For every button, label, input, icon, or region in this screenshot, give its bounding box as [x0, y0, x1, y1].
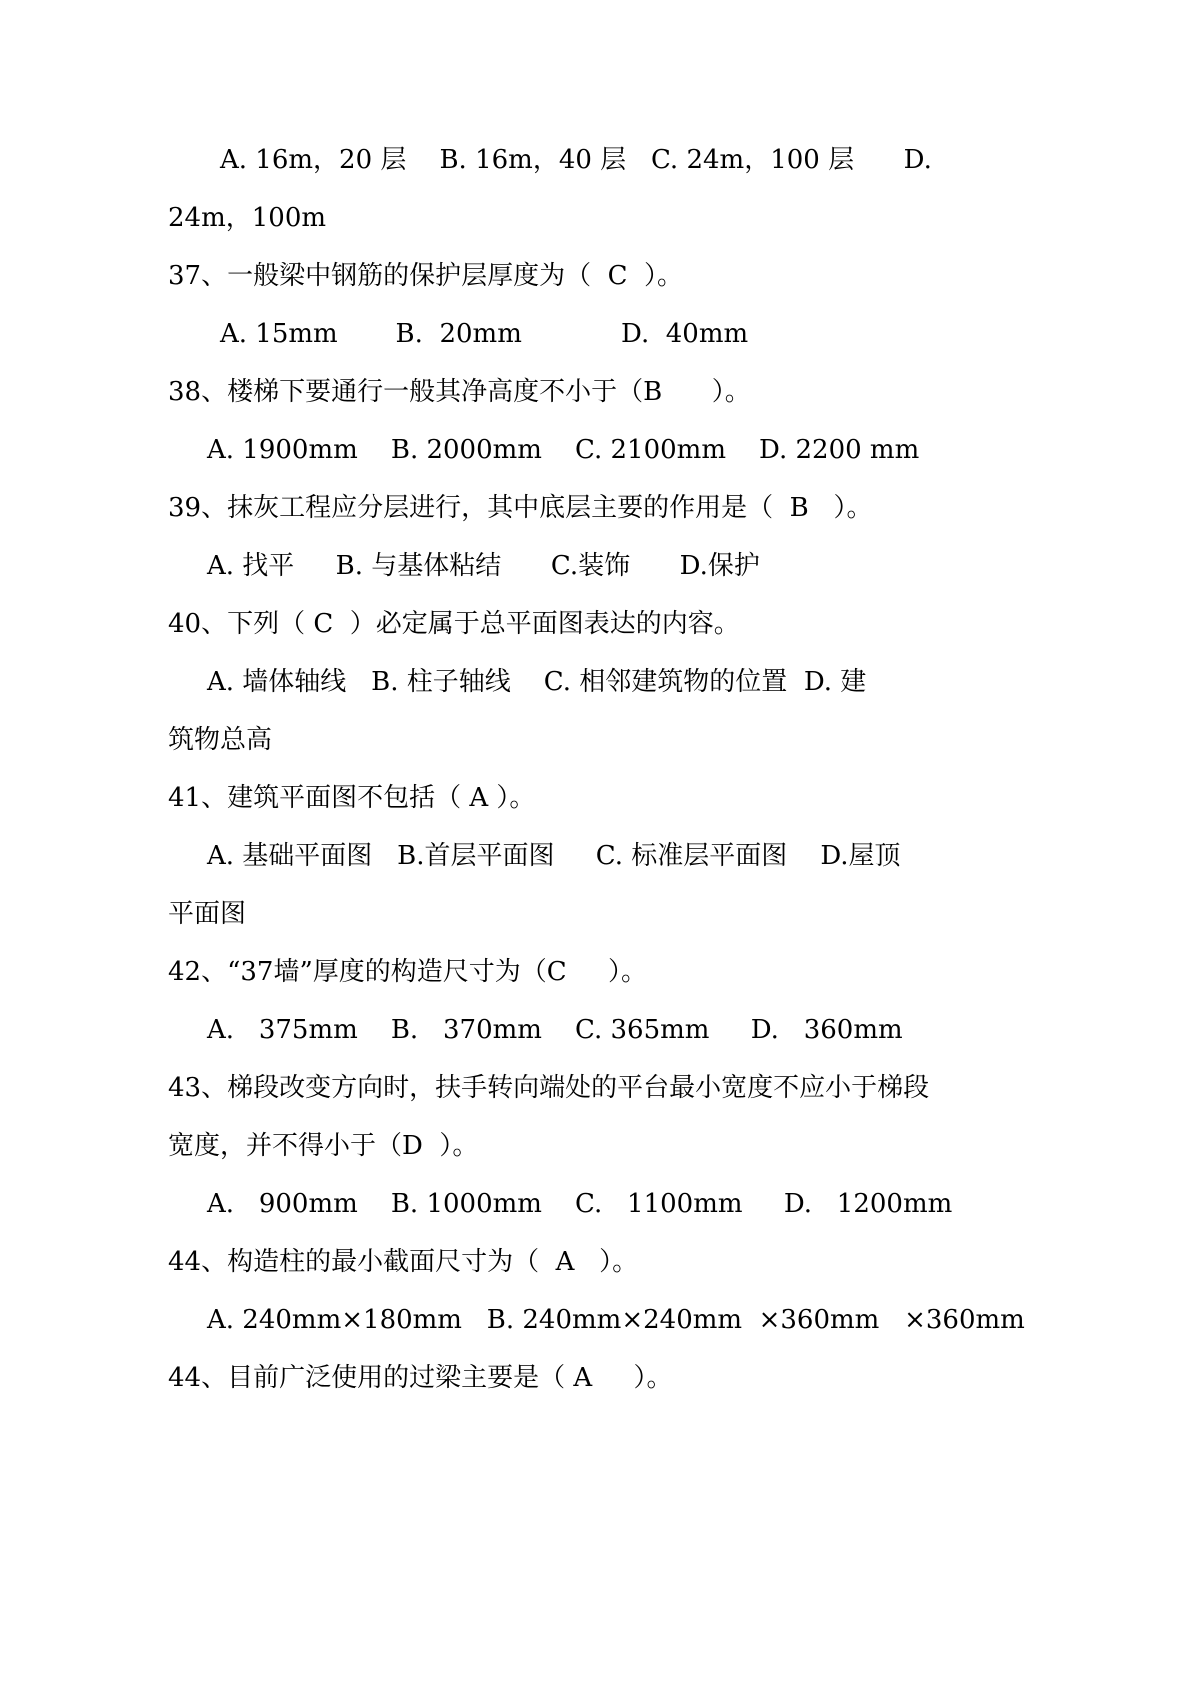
- q40-options-continuation: 筑物总高: [168, 725, 273, 755]
- question-42: 42、“37墙”厚度的构造尺寸为（C ）。: [168, 957, 647, 987]
- q41-options-continuation: 平面图: [168, 899, 247, 929]
- q39-options: A. 找平 B. 与基体粘结 C.装饰 D.保护: [207, 551, 760, 581]
- q43-options: A. 900mm B. 1000mm C. 1100mm D. 1200mm: [207, 1189, 953, 1219]
- question-43-continuation: 宽度，并不得小于（D ）。: [168, 1131, 479, 1161]
- q44-options: A. 240mm×180mm B. 240mm×240mm ×360mm ×360mm: [207, 1305, 1025, 1335]
- q36-options-line: A. 16m，20 层 B. 16m，40 层 C. 24m，100 层 D.: [220, 145, 932, 175]
- question-40: 40、下列（ C ）必定属于总平面图表达的内容。: [168, 609, 740, 639]
- question-37: 37、一般梁中钢筋的保护层厚度为（ C ）。: [168, 261, 684, 291]
- q37-options: A. 15mm B. 20mm D. 40mm: [220, 319, 749, 349]
- question-39: 39、抹灰工程应分层进行，其中底层主要的作用是（ B ）。: [168, 493, 873, 523]
- q41-options: A. 基础平面图 B.首层平面图 C. 标准层平面图 D.屋顶: [207, 841, 901, 871]
- q38-options: A. 1900mm B. 2000mm C. 2100mm D. 2200 mm: [207, 435, 920, 465]
- q42-options: A. 375mm B. 370mm C. 365mm D. 360mm: [207, 1015, 903, 1045]
- question-44: 44、构造柱的最小截面尺寸为（ A ）。: [168, 1247, 639, 1277]
- question-41: 41、建筑平面图不包括（ A ）。: [168, 783, 536, 813]
- question-38: 38、楼梯下要通行一般其净高度不小于（B ）。: [168, 377, 751, 407]
- q36-options-continuation: 24m，100m: [168, 203, 327, 233]
- question-43: 43、梯段改变方向时，扶手转向端处的平台最小宽度不应小于梯段: [168, 1073, 930, 1103]
- question-44b: 44、目前广泛使用的过梁主要是（ A ）。: [168, 1363, 673, 1393]
- q40-options: A. 墙体轴线 B. 柱子轴线 C. 相邻建筑物的位置 D. 建: [207, 667, 867, 697]
